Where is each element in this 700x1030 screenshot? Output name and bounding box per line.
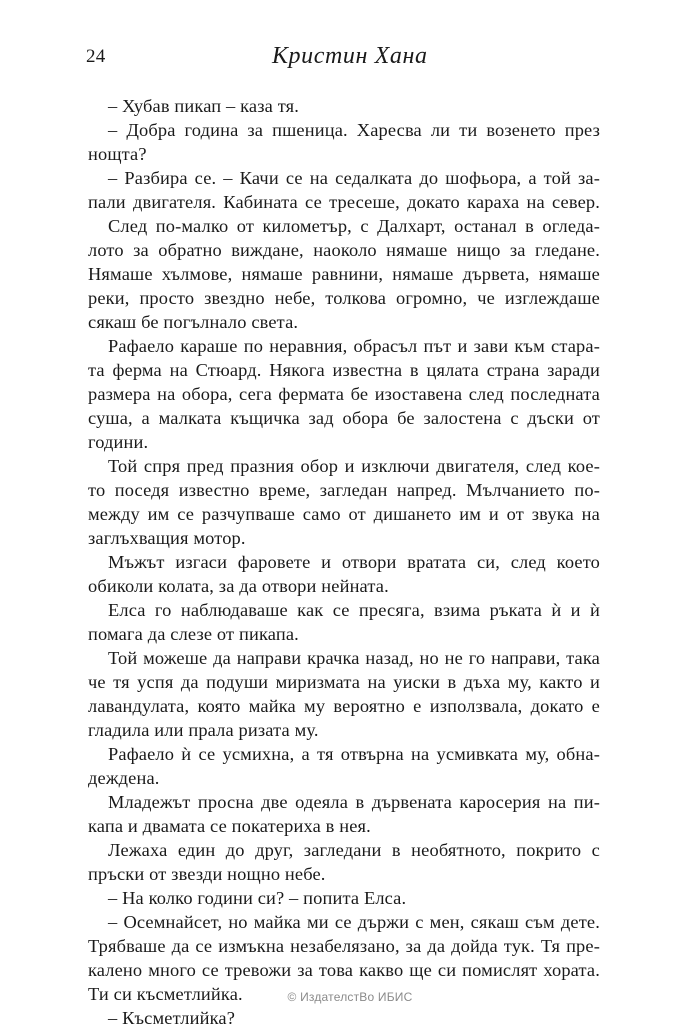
text-line: деждена. [88,768,160,788]
text-line: Той можеше да направи крачка назад, но не го направи, така [108,648,600,668]
text-line: размера на обора, сега фермата бе изоставена след последната [88,384,600,404]
text-line: – На колко години си? – попита Елса. [108,888,407,908]
text-line: Рафаело караше по неравния, обрасъл път и зави към стара- [108,336,600,356]
text-line: помага да слезе от пикапа. [88,624,299,644]
text-line: Нямаше хълмове, нямаше равнини, нямаше дървета, нямаше [88,264,600,284]
text-line: пали двигателя. Кабината се тресеше, докато караха на север. [88,192,600,212]
text-line: гладила или прала ризата му. [88,720,319,740]
text-line: лавандулата, която майка му вероятно е използвала, докато е [88,696,600,716]
text-line: – Късметлийка? [108,1008,236,1028]
text-line: между им се разчупваше само от дишането им и от звука на [88,504,600,524]
text-line: – Хубав пикап – каза тя. [108,96,299,116]
text-line: та ферма на Стюард. Някога известна в цялата страна заради [88,360,600,380]
text-line: лото за обратно виждане, наоколо нямаше нищо за гледане. [88,240,600,260]
text-line: нощта? [88,144,147,164]
running-head: Кристин Хана [272,43,428,69]
text-line: години. [88,432,149,452]
page-number: 24 [86,46,106,67]
text-line: реки, просто звездно небе, толкова огромно, че изглеждаше [88,288,600,308]
text-line: Рафаело ѝ се усмихна, а тя отвърна на усмивката му, обна- [108,744,600,764]
text-line: пръски от звезди нощно небе. [88,864,326,884]
text-line: сякаш бе погълнало света. [88,312,299,332]
text-line: капа и двамата се покатериха в нея. [88,816,371,836]
text-line: калено много се тревожи за това какво ще си помислят хората. [88,960,600,980]
text-line: Трябваше да се измъкна незабелязано, за да дойда тук. Тя пре- [88,936,600,956]
text-line: обиколи колата, за да отвори нейната. [88,576,389,596]
body-text [88,94,600,1030]
text-line: Елса го наблюдаваше как се пресяга, взима ръката ѝ и ѝ [108,600,600,620]
text-line: – Осемнайсет, но майка ми се държи с мен, сякаш съм дете. [108,912,600,932]
text-line: Младежът просна две одеяла в дървената каросерия на пи- [108,792,600,812]
text-line: Мъжът изгаси фаровете и отвори вратата си, след което [108,552,600,572]
text-line: – Разбира се. – Качи се на седалката до шофьора, а той за- [108,168,600,188]
text-line: суша, а малката къщичка зад обора бе залостена с дъски от [88,408,600,428]
text-line: че тя успя да подуши миризмата на уиски в дъха му, както и [88,672,600,692]
text-line: заглъхващия мотор. [88,528,246,548]
text-line: Той спря пред празния обор и изключи двигателя, след кое- [108,456,600,476]
text-line: – Добра година за пшеница. Харесва ли ти возенето през [108,120,600,140]
text-line: След по-малко от километър, с Далхарт, останал в огледа- [108,216,600,236]
footer-credit: © ИздателстВо ИБИС [287,990,413,1004]
text-line: то поседя известно време, загледан напред. Мълчанието по- [88,480,600,500]
text-line: Ти си късметлийка. [88,984,243,1004]
text-line: Лежаха един до друг, загледани в необятното, покрито с [108,840,600,860]
